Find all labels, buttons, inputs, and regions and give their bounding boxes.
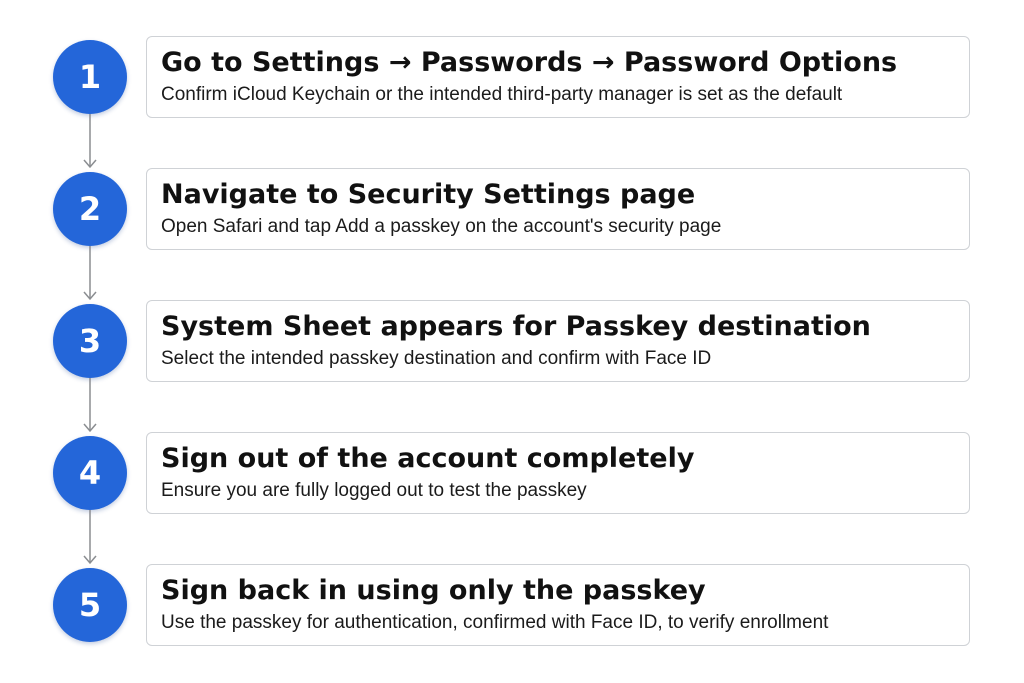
connector-arrow-down-icon [80, 114, 100, 170]
step-number-badge [53, 568, 127, 642]
step-number-badge [53, 172, 127, 246]
step-card [146, 36, 970, 118]
step-description: Use the passkey for authentication, confirmed with Face ID, to verify enrollment [161, 612, 829, 633]
step-title: System Sheet appears for Passkey destination [161, 311, 871, 342]
step-description: Open Safari and tap Add a passkey on the account's security page [161, 216, 722, 237]
step-description: Select the intended passkey destination and confirm with Face ID [161, 348, 712, 369]
connector-arrow-down-icon [80, 510, 100, 566]
connector-arrow-down-icon [80, 246, 100, 302]
step-number: 1 [78, 58, 102, 96]
step-title: Navigate to Security Settings page [161, 179, 696, 210]
step-card [146, 300, 970, 382]
step-1 [0, 36, 1024, 118]
step-card [146, 168, 970, 250]
step-title: Sign back in using only the passkey [161, 575, 706, 606]
step-number-badge [53, 436, 127, 510]
step-description: Ensure you are fully logged out to test the passkey [161, 480, 587, 501]
step-number: 3 [78, 322, 102, 360]
step-2 [0, 168, 1024, 250]
step-title: Sign out of the account completely [161, 443, 695, 474]
step-number: 4 [78, 454, 102, 492]
step-5 [0, 564, 1024, 646]
step-card [146, 564, 970, 646]
step-card [146, 432, 970, 514]
connector-arrow-down-icon [80, 378, 100, 434]
step-number-badge [53, 304, 127, 378]
step-number-badge [53, 40, 127, 114]
step-description: Confirm iCloud Keychain or the intended third-party manager is set as the default [161, 84, 843, 105]
step-4 [0, 432, 1024, 514]
step-3 [0, 300, 1024, 382]
step-title: Go to Settings → Passwords → Password Options [161, 47, 898, 78]
step-number: 2 [78, 190, 102, 228]
step-number: 5 [78, 586, 102, 624]
